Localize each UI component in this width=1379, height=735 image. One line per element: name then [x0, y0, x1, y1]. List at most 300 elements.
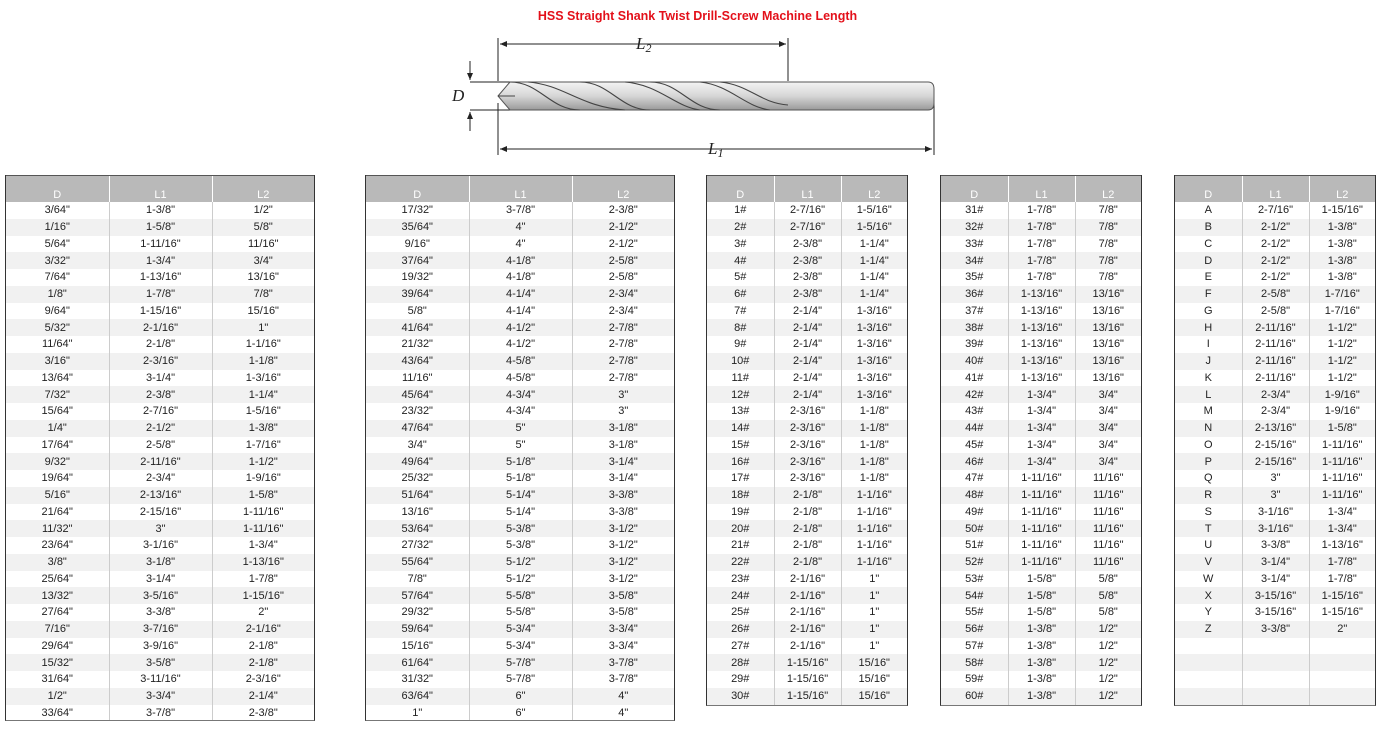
cell-l1: 2-1/8"	[109, 336, 212, 353]
cell-l1: 2-15/16"	[109, 504, 212, 521]
cell-l2: 15/16"	[212, 303, 314, 320]
cell-l2: 5/8"	[1075, 604, 1141, 621]
cell-d: 28#	[707, 654, 774, 671]
table-row	[707, 520, 907, 537]
col-header-l1: L1	[1242, 176, 1309, 203]
cell-d: C	[1175, 236, 1242, 253]
cell-d: 31/64"	[6, 671, 109, 688]
cell-d: 46#	[941, 453, 1008, 470]
cell-l2: 3-7/8"	[572, 671, 674, 688]
table-row	[1175, 252, 1375, 269]
cell-d: K	[1175, 370, 1242, 387]
cell-l1: 1-11/16"	[1008, 537, 1075, 554]
table-row	[707, 604, 907, 621]
table-4	[941, 175, 1141, 705]
cell-d: 1/8"	[6, 286, 109, 303]
cell-d: 51/64"	[366, 487, 469, 504]
cell-l2: 2-1/4"	[212, 688, 314, 705]
cell-l1: 1-3/4"	[1008, 453, 1075, 470]
table-row	[6, 604, 314, 621]
cell-l1: 3-1/4"	[1242, 571, 1309, 588]
cell-d: N	[1175, 420, 1242, 437]
cell-l1: 2-3/4"	[109, 470, 212, 487]
cell-d: 4#	[707, 252, 774, 269]
table-row	[6, 504, 314, 521]
cell-l1: 1-3/8"	[1008, 654, 1075, 671]
table-row	[941, 420, 1141, 437]
cell-l1: 2-7/16"	[1242, 202, 1309, 219]
table-row	[6, 219, 314, 236]
table-row	[366, 654, 674, 671]
cell-l1: 2-1/2"	[1242, 219, 1309, 236]
cell-l2: 13/16"	[1075, 370, 1141, 387]
table-row	[941, 236, 1141, 253]
cell-d: Q	[1175, 470, 1242, 487]
table-row	[366, 420, 674, 437]
cell-d: 49#	[941, 504, 1008, 521]
cell-d: 10#	[707, 353, 774, 370]
table-row	[1175, 437, 1375, 454]
cell-l1: 4-1/2"	[469, 319, 572, 336]
cell-l1: 5-3/4"	[469, 621, 572, 638]
table-row	[1175, 386, 1375, 403]
cell-l1: 2-1/16"	[774, 621, 841, 638]
cell-l1: 2-11/16"	[1242, 353, 1309, 370]
table-row	[6, 705, 314, 722]
table-row	[6, 202, 314, 219]
cell-l1: 4"	[469, 236, 572, 253]
table-row	[707, 470, 907, 487]
table-row	[941, 319, 1141, 336]
cell-l2: 1-1/4"	[841, 236, 907, 253]
cell-l2: 2-3/4"	[572, 286, 674, 303]
cell-d: 7/8"	[366, 571, 469, 588]
cell-d: 3/16"	[6, 353, 109, 370]
cell-l1: 1-11/16"	[109, 236, 212, 253]
cell-d: 39#	[941, 336, 1008, 353]
cell-d: 7#	[707, 303, 774, 320]
cell-l2: 1-1/2"	[1309, 336, 1375, 353]
cell-d: 19/32"	[366, 269, 469, 286]
cell-l1: 2-1/2"	[1242, 252, 1309, 269]
cell-l1	[1242, 688, 1309, 705]
cell-d: 9/64"	[6, 303, 109, 320]
cell-l1: 2-1/16"	[774, 587, 841, 604]
cell-d: 29/64"	[6, 638, 109, 655]
cell-l2: 1-1/8"	[841, 453, 907, 470]
cell-l1: 1-5/8"	[1008, 587, 1075, 604]
cell-d: Z	[1175, 621, 1242, 638]
table-row	[707, 504, 907, 521]
cell-l2: 3-3/8"	[572, 487, 674, 504]
cell-l1: 2-3/8"	[774, 269, 841, 286]
cell-l1: 4-3/4"	[469, 403, 572, 420]
cell-l2: 1-1/8"	[841, 470, 907, 487]
cell-l2: 1/2"	[1075, 654, 1141, 671]
cell-l2: 15/16"	[841, 654, 907, 671]
cell-l1: 2-1/8"	[774, 554, 841, 571]
table-row	[366, 587, 674, 604]
cell-l1: 2-1/2"	[109, 420, 212, 437]
table-row	[6, 336, 314, 353]
cell-d: 21/64"	[6, 504, 109, 521]
cell-l2: 1-13/16"	[212, 554, 314, 571]
cell-l2: 1"	[841, 587, 907, 604]
table-row	[707, 252, 907, 269]
cell-d: 5/16"	[6, 487, 109, 504]
cell-l1: 1-3/8"	[1008, 688, 1075, 705]
cell-d: 11/64"	[6, 336, 109, 353]
cell-l2: 1/2"	[1075, 671, 1141, 688]
cell-l1: 3-1/16"	[109, 537, 212, 554]
cell-l1: 5-7/8"	[469, 671, 572, 688]
cell-l1: 2-5/8"	[1242, 286, 1309, 303]
cell-l1: 1-15/16"	[774, 671, 841, 688]
cell-l1: 3-3/8"	[1242, 537, 1309, 554]
col-header-d: D	[366, 176, 469, 203]
table-row	[366, 403, 674, 420]
cell-l2: 2-3/8"	[572, 202, 674, 219]
table-row	[366, 386, 674, 403]
drill-diagram	[440, 33, 940, 163]
cell-d: 27/64"	[6, 604, 109, 621]
cell-l1: 5-5/8"	[469, 587, 572, 604]
table-row	[6, 638, 314, 655]
cell-l1: 3-7/8"	[469, 202, 572, 219]
cell-d: 15#	[707, 437, 774, 454]
cell-d: 1"	[366, 705, 469, 722]
cell-l2: 1-11/16"	[1309, 453, 1375, 470]
cell-l2: 1-1/16"	[212, 336, 314, 353]
cell-l2: 2-3/8"	[212, 705, 314, 722]
cell-d: 32#	[941, 219, 1008, 236]
cell-l2: 1-1/4"	[841, 269, 907, 286]
cell-l2: 1-3/8"	[1309, 269, 1375, 286]
cell-l2: 1-11/16"	[212, 504, 314, 521]
cell-d: 3/64"	[6, 202, 109, 219]
table-row	[366, 252, 674, 269]
table-row	[1175, 403, 1375, 420]
table-row	[941, 202, 1141, 219]
cell-l1: 1-3/8"	[1008, 621, 1075, 638]
cell-l1: 3-1/4"	[109, 571, 212, 588]
cell-d: 22#	[707, 554, 774, 571]
col-header-d: D	[1175, 176, 1242, 203]
cell-d: 33/64"	[6, 705, 109, 722]
cell-l1: 2-15/16"	[1242, 453, 1309, 470]
cell-l1: 5"	[469, 420, 572, 437]
table-row	[1175, 336, 1375, 353]
table-row	[6, 286, 314, 303]
table-row	[941, 303, 1141, 320]
cell-l1: 4-1/4"	[469, 303, 572, 320]
cell-d: 25#	[707, 604, 774, 621]
table-row	[366, 537, 674, 554]
cell-l1: 3-11/16"	[109, 671, 212, 688]
cell-l1: 1-11/16"	[1008, 470, 1075, 487]
cell-l1: 5-1/2"	[469, 554, 572, 571]
cell-l2: 13/16"	[1075, 336, 1141, 353]
cell-l1: 1-11/16"	[1008, 504, 1075, 521]
cell-l1: 3-5/8"	[109, 654, 212, 671]
table-row	[707, 336, 907, 353]
table-row	[941, 688, 1141, 705]
cell-l2: 1-1/2"	[212, 453, 314, 470]
table-row	[707, 219, 907, 236]
cell-d: 43/64"	[366, 353, 469, 370]
cell-l2: 7/8"	[212, 286, 314, 303]
cell-d: 13/16"	[366, 504, 469, 521]
cell-l1: 3-9/16"	[109, 638, 212, 655]
cell-l2: 1-1/4"	[841, 252, 907, 269]
cell-l1: 5-1/2"	[469, 571, 572, 588]
cell-d: H	[1175, 319, 1242, 336]
cell-d: 63/64"	[366, 688, 469, 705]
cell-l1: 2-3/16"	[774, 403, 841, 420]
cell-d: 1/2"	[6, 688, 109, 705]
cell-d: 61/64"	[366, 654, 469, 671]
cell-l2: 2-1/16"	[212, 621, 314, 638]
cell-l2: 1-1/2"	[1309, 353, 1375, 370]
table-row	[707, 487, 907, 504]
col-header-l2: L2	[1309, 176, 1375, 203]
cell-l2: 13/16"	[1075, 353, 1141, 370]
table-row	[6, 403, 314, 420]
table-row	[941, 537, 1141, 554]
table-row	[1175, 236, 1375, 253]
cell-l2: 2-1/2"	[572, 236, 674, 253]
cell-d	[1175, 638, 1242, 655]
table-row	[707, 638, 907, 655]
cell-l1: 3-7/8"	[109, 705, 212, 722]
table-row	[707, 437, 907, 454]
table-row	[366, 370, 674, 387]
cell-d: 41/64"	[366, 319, 469, 336]
cell-l1: 1-13/16"	[1008, 286, 1075, 303]
cell-d: 38#	[941, 319, 1008, 336]
cell-l2: 3-1/2"	[572, 520, 674, 537]
cell-l1: 2-11/16"	[109, 453, 212, 470]
cell-l2: 1-7/8"	[1309, 554, 1375, 571]
cell-d: 58#	[941, 654, 1008, 671]
cell-l2: 1"	[841, 604, 907, 621]
cell-l2: 1/2"	[1075, 621, 1141, 638]
cell-l2: 1"	[212, 319, 314, 336]
cell-l1: 1-7/8"	[109, 286, 212, 303]
cell-l1: 2-3/8"	[774, 252, 841, 269]
table-row	[6, 671, 314, 688]
cell-l1: 2-5/8"	[109, 437, 212, 454]
cell-d: 3/8"	[6, 554, 109, 571]
cell-l2: 1-7/16"	[1309, 286, 1375, 303]
cell-d: 9/16"	[366, 236, 469, 253]
cell-l1: 2-11/16"	[1242, 370, 1309, 387]
table-row	[6, 571, 314, 588]
cell-l2: 2-5/8"	[572, 252, 674, 269]
table-row	[1175, 688, 1375, 705]
cell-l2: 1-5/8"	[1309, 420, 1375, 437]
cell-l2: 1-1/2"	[1309, 319, 1375, 336]
table-row	[1175, 487, 1375, 504]
cell-l1: 4-3/4"	[469, 386, 572, 403]
cell-l2: 1"	[841, 638, 907, 655]
table-row	[1175, 638, 1375, 655]
cell-l1: 2-1/16"	[774, 571, 841, 588]
cell-d: 39/64"	[366, 286, 469, 303]
table-row	[366, 671, 674, 688]
cell-l1: 2-3/16"	[774, 453, 841, 470]
cell-l1: 2-3/16"	[774, 420, 841, 437]
cell-l1: 4"	[469, 219, 572, 236]
cell-d: 13#	[707, 403, 774, 420]
table-row	[1175, 303, 1375, 320]
table-row	[1175, 504, 1375, 521]
cell-l2: 7/8"	[1075, 252, 1141, 269]
cell-l1: 2-1/16"	[109, 319, 212, 336]
cell-l1: 2-13/16"	[1242, 420, 1309, 437]
cell-l1: 1-3/8"	[1008, 671, 1075, 688]
cell-d: 11#	[707, 370, 774, 387]
cell-d: 3/32"	[6, 252, 109, 269]
table-row	[366, 621, 674, 638]
cell-d: 5/8"	[366, 303, 469, 320]
table-row	[366, 437, 674, 454]
table-row	[6, 319, 314, 336]
table-row	[1175, 604, 1375, 621]
cell-l1: 1-7/8"	[1008, 252, 1075, 269]
cell-l1: 2-1/2"	[1242, 269, 1309, 286]
cell-l1: 1-11/16"	[1008, 487, 1075, 504]
cell-d: 2#	[707, 219, 774, 236]
cell-d: P	[1175, 453, 1242, 470]
cell-l2: 2"	[1309, 621, 1375, 638]
cell-l2: 5/8"	[212, 219, 314, 236]
cell-l2: 1-3/16"	[212, 370, 314, 387]
cell-l2: 11/16"	[212, 236, 314, 253]
cell-l1: 1-3/4"	[1008, 437, 1075, 454]
table-row	[6, 370, 314, 387]
col-header-l2: L2	[1075, 176, 1141, 203]
cell-d: 31/32"	[366, 671, 469, 688]
cell-d	[1175, 671, 1242, 688]
table-row	[707, 286, 907, 303]
cell-l2: 1-7/8"	[212, 571, 314, 588]
cell-l1	[1242, 638, 1309, 655]
cell-d: 23/32"	[366, 403, 469, 420]
cell-d: 21#	[707, 537, 774, 554]
cell-l1: 3"	[109, 520, 212, 537]
cell-d: 3#	[707, 236, 774, 253]
table-row	[707, 353, 907, 370]
cell-l2: 11/16"	[1075, 554, 1141, 571]
cell-d: 12#	[707, 386, 774, 403]
table-row	[1175, 420, 1375, 437]
table-row	[6, 386, 314, 403]
cell-l1: 2-1/4"	[774, 370, 841, 387]
cell-d: 51#	[941, 537, 1008, 554]
cell-l1: 2-1/4"	[774, 353, 841, 370]
table-row	[366, 688, 674, 705]
cell-l2: 3-1/4"	[572, 470, 674, 487]
cell-l1: 1-3/4"	[1008, 420, 1075, 437]
cell-l1: 1-11/16"	[1008, 554, 1075, 571]
cell-d: 55/64"	[366, 554, 469, 571]
cell-d: 5/64"	[6, 236, 109, 253]
cell-l1: 2-1/8"	[774, 487, 841, 504]
cell-l1	[1242, 671, 1309, 688]
table-row	[6, 252, 314, 269]
cell-l2	[1309, 671, 1375, 688]
cell-l1: 3-5/16"	[109, 587, 212, 604]
table-row	[1175, 470, 1375, 487]
table-row	[1175, 202, 1375, 219]
cell-d: 19#	[707, 504, 774, 521]
table-row	[707, 587, 907, 604]
table-row	[941, 437, 1141, 454]
cell-l1: 5"	[469, 437, 572, 454]
cell-d: 9#	[707, 336, 774, 353]
cell-l2: 1-3/4"	[212, 537, 314, 554]
cell-l1: 2-1/4"	[774, 386, 841, 403]
cell-l2: 3/4"	[1075, 386, 1141, 403]
table-row	[366, 319, 674, 336]
table-row	[366, 520, 674, 537]
cell-l1: 2-7/16"	[109, 403, 212, 420]
table-row	[941, 520, 1141, 537]
cell-l2: 1-3/8"	[1309, 236, 1375, 253]
col-header-l1: L1	[774, 176, 841, 203]
cell-l2: 1-1/2"	[1309, 370, 1375, 387]
cell-l2: 1-1/4"	[841, 286, 907, 303]
cell-d: 47/64"	[366, 420, 469, 437]
cell-l2	[1309, 654, 1375, 671]
cell-l2: 1-3/16"	[841, 303, 907, 320]
cell-l1: 1-13/16"	[1008, 336, 1075, 353]
cell-l2: 3/4"	[212, 252, 314, 269]
cell-d: G	[1175, 303, 1242, 320]
cell-l1: 1-3/4"	[1008, 403, 1075, 420]
cell-d: 29#	[707, 671, 774, 688]
table-row	[6, 437, 314, 454]
cell-l1: 2-13/16"	[109, 487, 212, 504]
cell-l2: 3/4"	[1075, 403, 1141, 420]
cell-d: 45#	[941, 437, 1008, 454]
cell-l2: 1-3/16"	[841, 353, 907, 370]
cell-l2: 3-5/8"	[572, 587, 674, 604]
cell-d: 11/16"	[366, 370, 469, 387]
cell-l1: 2-15/16"	[1242, 437, 1309, 454]
cell-l1: 3-1/4"	[109, 370, 212, 387]
table-row	[6, 453, 314, 470]
cell-d: V	[1175, 554, 1242, 571]
table-row	[6, 269, 314, 286]
cell-l1: 2-3/8"	[774, 236, 841, 253]
cell-l2: 11/16"	[1075, 504, 1141, 521]
table-row	[366, 504, 674, 521]
cell-l1: 5-3/8"	[469, 537, 572, 554]
cell-d: 57#	[941, 638, 1008, 655]
cell-l1: 2-7/16"	[774, 219, 841, 236]
cell-d: 48#	[941, 487, 1008, 504]
cell-d: 1#	[707, 202, 774, 219]
cell-d: 50#	[941, 520, 1008, 537]
cell-l2: 1-1/8"	[841, 403, 907, 420]
cell-l2: 13/16"	[1075, 303, 1141, 320]
cell-d: 8#	[707, 319, 774, 336]
cell-l2: 2-3/4"	[572, 303, 674, 320]
label-l1: L1	[708, 139, 724, 160]
cell-l2: 3/4"	[1075, 420, 1141, 437]
